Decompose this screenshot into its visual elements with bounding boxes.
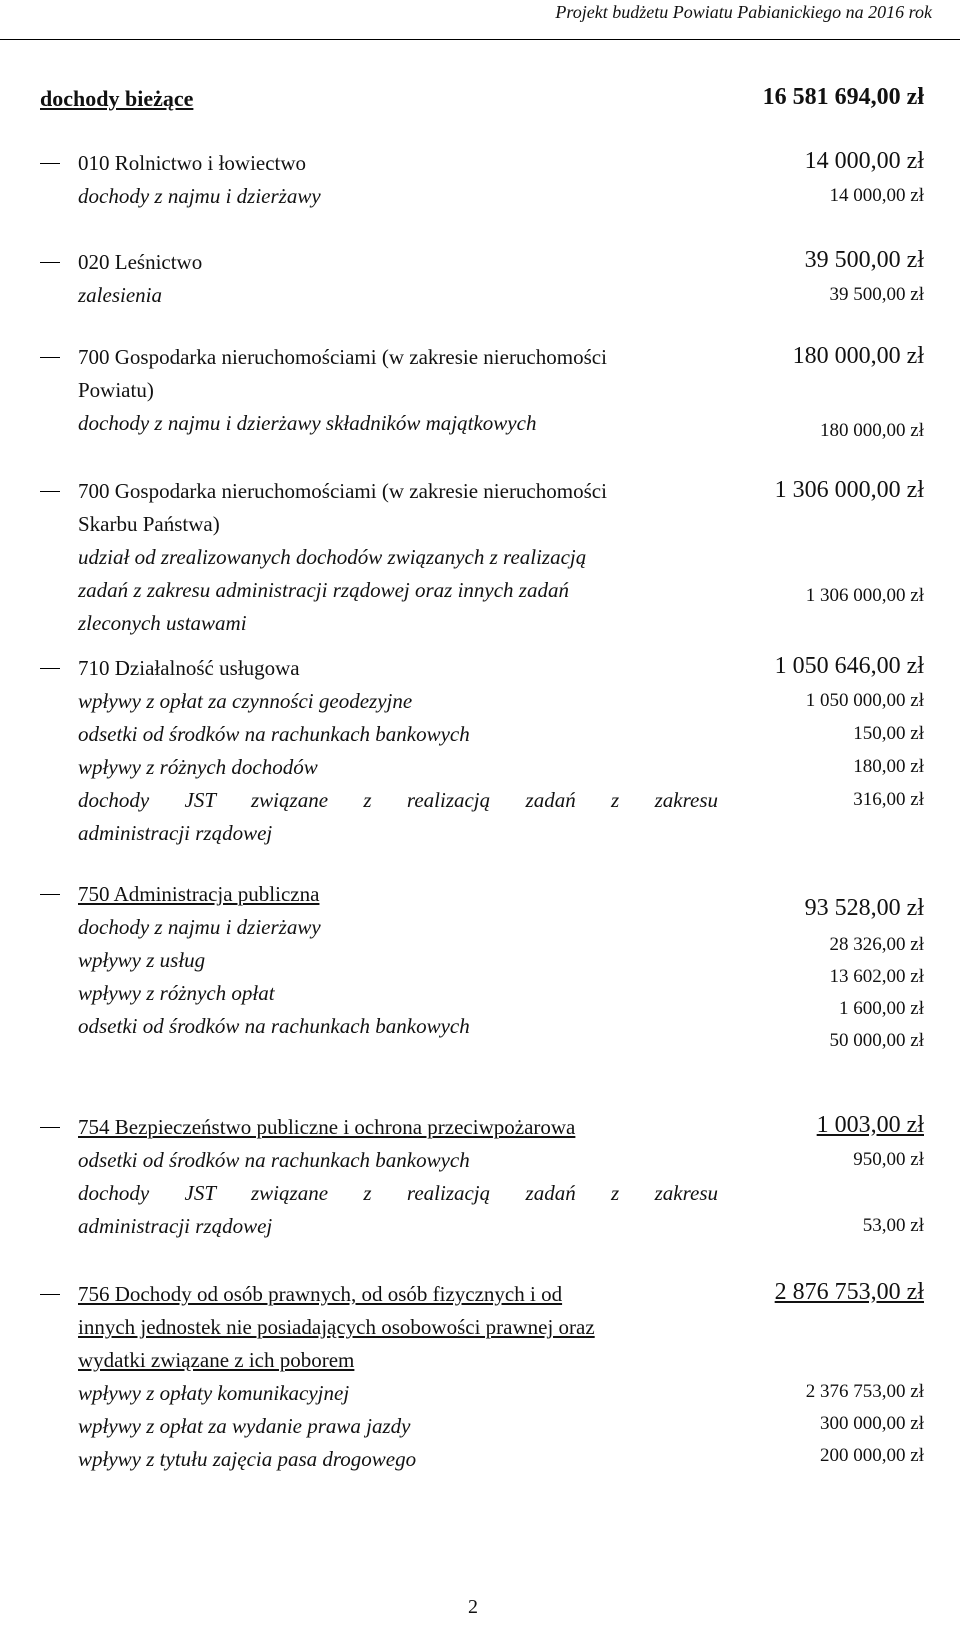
section-amount: 14 000,00 zł bbox=[804, 148, 924, 174]
item-label: dochody z najmu i dzierżawy bbox=[78, 184, 321, 208]
section-heading-cont: wydatki związane z ich poborem bbox=[78, 1348, 355, 1372]
section-heading: 700 Gospodarka nieruchomościami (w zakresie nieruchomości bbox=[78, 345, 607, 369]
bullet-dash bbox=[40, 894, 60, 895]
total-amount: 16 581 694,00 zł bbox=[762, 84, 924, 110]
section-700-powiatu bbox=[78, 341, 718, 440]
item-amount: 50 000,00 zł bbox=[829, 1030, 924, 1051]
item-amount: 53,00 zł bbox=[862, 1215, 924, 1236]
section-750 bbox=[78, 878, 718, 1043]
section-heading: 750 Administracja publiczna bbox=[78, 882, 320, 906]
item-label: dochody JST związane z realizacją zadań z zakresu bbox=[78, 788, 718, 812]
section-title: dochody bieżące bbox=[40, 86, 194, 111]
bullet-dash bbox=[40, 668, 60, 669]
item-label-cont: zadań z zakresu administracji rządowej oraz innych zadań bbox=[78, 578, 569, 602]
item-label: wpływy z opłat za wydanie prawa jazdy bbox=[78, 1414, 411, 1438]
item-label: dochody z najmu i dzierżawy bbox=[78, 915, 321, 939]
section-amount: 1 050 646,00 zł bbox=[774, 653, 924, 679]
section-010 bbox=[78, 147, 718, 213]
item-label: wpływy z usług bbox=[78, 948, 206, 972]
item-amount: 2 376 753,00 zł bbox=[805, 1381, 924, 1402]
section-020 bbox=[78, 246, 718, 312]
item-amount: 180,00 zł bbox=[853, 756, 924, 777]
bullet-dash bbox=[40, 491, 60, 492]
page-number: 2 bbox=[468, 1596, 478, 1618]
section-heading: 710 Działalność usługowa bbox=[78, 656, 300, 680]
bullet-dash bbox=[40, 1127, 60, 1128]
item-amount: 200 000,00 zł bbox=[820, 1445, 924, 1466]
section-heading: 010 Rolnictwo i łowiectwo bbox=[78, 151, 307, 175]
item-label-cont: administracji rządowej bbox=[78, 1214, 273, 1238]
item-amount: 300 000,00 zł bbox=[820, 1413, 924, 1434]
section-amount: 180 000,00 zł bbox=[792, 343, 924, 369]
section-heading: 754 Bezpieczeństwo publiczne i ochrona przeciwpożarowa bbox=[78, 1115, 576, 1139]
item-label: wpływy z tytułu zajęcia pasa drogowego bbox=[78, 1447, 417, 1471]
item-label: wpływy z różnych opłat bbox=[78, 981, 275, 1005]
item-label: odsetki od środków na rachunkach bankowych bbox=[78, 1014, 470, 1038]
item-amount: 316,00 zł bbox=[853, 789, 924, 810]
item-amount: 1 306 000,00 zł bbox=[805, 585, 924, 606]
item-label: wpływy z różnych dochodów bbox=[78, 755, 318, 779]
item-label: wpływy z opłaty komunikacyjnej bbox=[78, 1381, 350, 1405]
section-heading: 020 Leśnictwo bbox=[78, 250, 203, 274]
item-amount: 39 500,00 zł bbox=[829, 284, 924, 305]
header-rule bbox=[0, 39, 960, 40]
item-label: odsetki od środków na rachunkach bankowych bbox=[78, 722, 470, 746]
section-756 bbox=[78, 1278, 718, 1476]
item-label-cont: zleconych ustawami bbox=[78, 611, 247, 635]
bullet-dash bbox=[40, 163, 60, 164]
section-710 bbox=[78, 652, 718, 850]
section-heading: 700 Gospodarka nieruchomościami (w zakresie nieruchomości bbox=[78, 479, 607, 503]
section-amount: 2 876 753,00 zł bbox=[774, 1279, 924, 1305]
item-label-cont: administracji rządowej bbox=[78, 821, 273, 845]
item-label: dochody JST związane z realizacją zadań z zakresu bbox=[78, 1181, 718, 1205]
item-label: wpływy z opłat za czynności geodezyjne bbox=[78, 689, 413, 713]
section-754 bbox=[78, 1111, 718, 1243]
item-label: dochody z najmu i dzierżawy składników majątkowych bbox=[78, 411, 537, 435]
item-amount: 14 000,00 zł bbox=[829, 185, 924, 206]
item-amount: 1 050 000,00 zł bbox=[805, 690, 924, 711]
document-header: Projekt budżetu Powiatu Pabianickiego na 2016 rok bbox=[555, 2, 932, 22]
item-amount: 180 000,00 zł bbox=[820, 420, 924, 441]
bullet-dash bbox=[40, 262, 60, 263]
section-amount: 39 500,00 zł bbox=[804, 247, 924, 273]
item-amount: 150,00 zł bbox=[853, 723, 924, 744]
section-amount: 1 306 000,00 zł bbox=[774, 477, 924, 503]
section-amount: 93 528,00 zł bbox=[804, 895, 924, 921]
item-amount: 13 602,00 zł bbox=[829, 966, 924, 987]
section-amount: 1 003,00 zł bbox=[816, 1112, 924, 1138]
section-heading-cont: innych jednostek nie posiadających osobowości prawnej oraz bbox=[78, 1315, 595, 1339]
item-label: odsetki od środków na rachunkach bankowych bbox=[78, 1148, 470, 1172]
item-label: udział od zrealizowanych dochodów związanych z realizacją bbox=[78, 545, 587, 569]
item-amount: 1 600,00 zł bbox=[839, 998, 924, 1019]
item-amount: 950,00 zł bbox=[853, 1149, 924, 1170]
section-heading-cont: Powiatu) bbox=[78, 378, 154, 402]
item-label: zalesienia bbox=[78, 283, 162, 307]
bullet-dash bbox=[40, 1294, 60, 1295]
section-heading: 756 Dochody od osób prawnych, od osób fizycznych i od bbox=[78, 1282, 563, 1306]
bullet-dash bbox=[40, 357, 60, 358]
item-amount: 28 326,00 zł bbox=[829, 934, 924, 955]
section-700-skarbu bbox=[78, 475, 718, 640]
section-heading-cont: Skarbu Państwa) bbox=[78, 512, 220, 536]
